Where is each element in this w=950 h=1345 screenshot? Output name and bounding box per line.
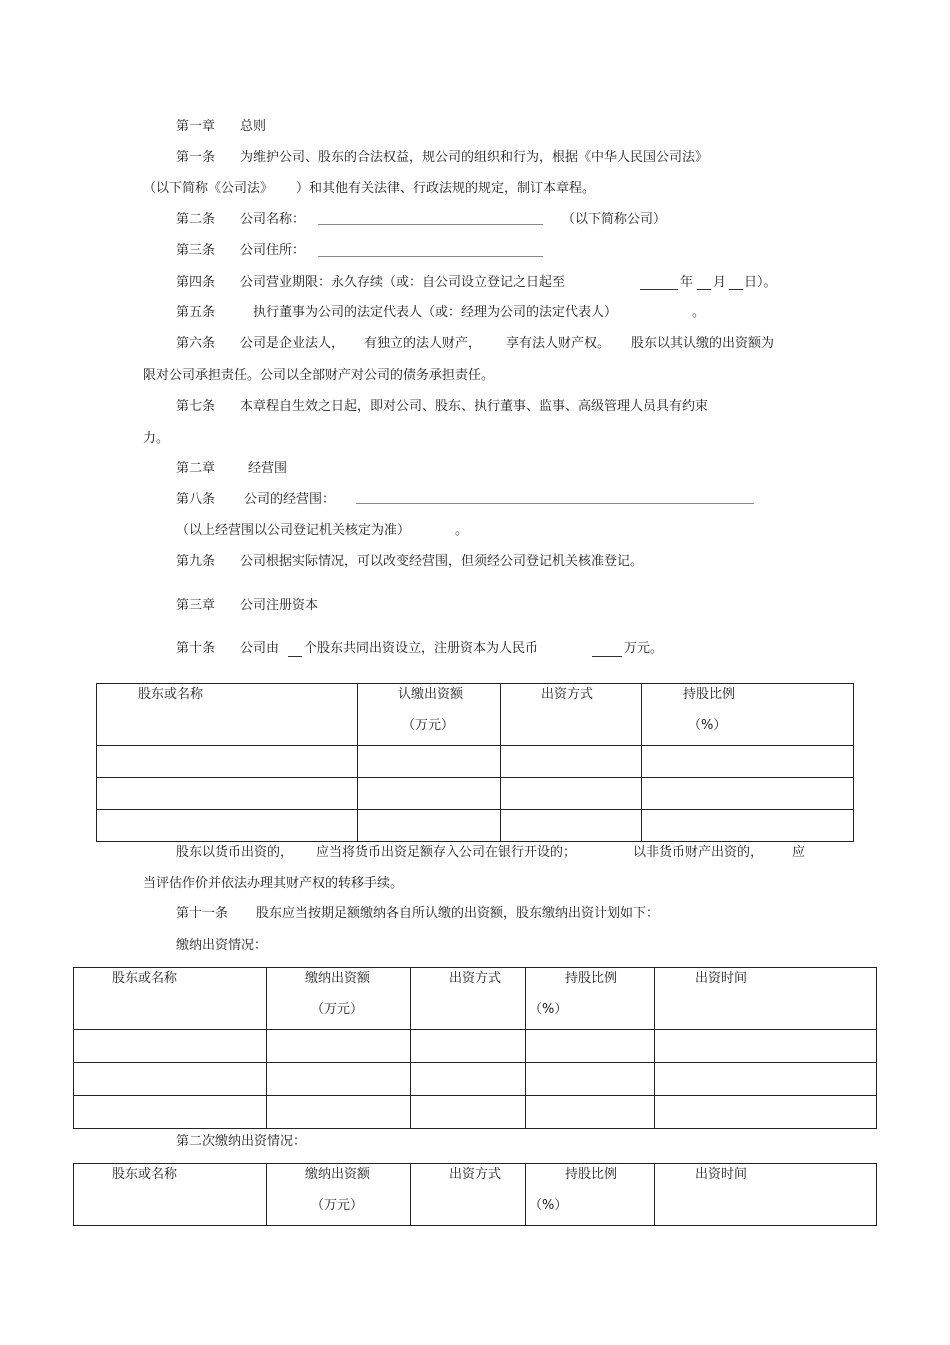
article-1-number: 第一条 xyxy=(176,150,216,165)
article-10-p1: 公司由 xyxy=(240,641,280,656)
article-2-number: 第二条 xyxy=(176,212,216,227)
chapter-3-number: 第三章 xyxy=(176,598,216,613)
table-row[interactable] xyxy=(97,778,854,810)
header-shareholder-name: 股东或名称 xyxy=(74,1164,267,1226)
article-5-end: 。 xyxy=(692,305,706,320)
article-11-text: 股东应当按期足额缴纳各自所认缴的出资额，股东缴纳出资计划如下： xyxy=(256,906,660,921)
month-label: 月 xyxy=(713,275,727,290)
header-contribution-time: 出资时间 xyxy=(655,968,877,1030)
second-payment-table xyxy=(73,1163,877,1226)
article-4-text: 公司营业期限：永久存续（或：自公司设立登记之日起至 xyxy=(240,275,566,290)
article-6-p1: 公司是企业法人， xyxy=(240,336,345,351)
header-shareholder-name: 股东或名称 xyxy=(97,684,358,746)
article-2-suffix: （以下简称公司） xyxy=(562,212,667,227)
day-blank[interactable] xyxy=(729,289,743,290)
header-share-ratio: 持股比例 （%） xyxy=(526,1164,655,1226)
article-6-p4: 股东以其认缴的出资额为 xyxy=(631,336,775,351)
money-paragraph-p3: 以非货币财产出资的， xyxy=(633,845,764,860)
article-7-line1: 本章程自生效之日起，即对公司、股东、执行董事、监事、高级管理人员具有约束 xyxy=(240,399,709,414)
chapter-1-title: 总则 xyxy=(240,119,267,134)
table-row[interactable] xyxy=(97,746,854,778)
article-2-label: 公司名称： xyxy=(240,212,306,227)
money-paragraph-line2: 当评估作价并依法办理其财产权的转移手续。 xyxy=(143,876,404,891)
year-blank[interactable] xyxy=(640,289,678,290)
article-6-p2: 有独立的法人财产， xyxy=(364,336,482,351)
article-10-p2: 个股东共同出资设立，注册资本为人民币 xyxy=(304,641,539,656)
article-8-end: 。 xyxy=(455,523,469,538)
money-paragraph-p2: 应当将货币出资足额存入公司在银行开设的； xyxy=(316,845,577,860)
article-1-line2a: （以下简称《公司法》 xyxy=(143,181,274,196)
article-10-number: 第十条 xyxy=(176,641,216,656)
article-1-line2b: ）和其他有关法律、行政法规的规定，制订本章程。 xyxy=(296,181,596,196)
subscription-table xyxy=(96,683,854,842)
article-4-number: 第四条 xyxy=(176,275,216,290)
article-3-label: 公司住所： xyxy=(240,243,306,258)
header-contribution-method: 出资方式 xyxy=(501,684,642,746)
company-name-blank[interactable] xyxy=(318,224,543,225)
year-label: 年 xyxy=(680,275,694,290)
chapter-2-number: 第二章 xyxy=(176,461,216,476)
article-9-text: 公司根据实际情况，可以改变经营围，但须经公司登记机关核准登记。 xyxy=(240,554,644,569)
first-payment-table xyxy=(73,967,877,1129)
first-payment-label: 缴纳出资情况： xyxy=(176,938,268,953)
header-contribution-method: 出资方式 xyxy=(411,968,526,1030)
article-8-number: 第八条 xyxy=(176,492,216,507)
day-label: 日）。 xyxy=(744,275,777,290)
shareholder-count-blank[interactable] xyxy=(288,656,302,657)
article-11-number: 第十一条 xyxy=(176,906,229,921)
header-subscribed-amount: 认缴出资额 （万元） xyxy=(358,684,501,746)
table-row[interactable] xyxy=(74,1096,877,1129)
header-share-ratio: 持股比例 （%） xyxy=(526,968,655,1030)
header-share-ratio: 持股比例 （%） xyxy=(642,684,854,746)
table-row[interactable] xyxy=(74,1063,877,1096)
table-header-row xyxy=(74,968,877,1030)
table-row[interactable] xyxy=(74,1030,877,1063)
article-7-line2: 力。 xyxy=(143,431,170,446)
chapter-2-title: 经营围 xyxy=(248,461,288,476)
article-5-text: 执行董事为公司的法定代表人（或：经理为公司的法定代表人） xyxy=(253,305,618,320)
header-paid-amount: 缴纳出资额 （万元） xyxy=(267,968,411,1030)
article-5-number: 第五条 xyxy=(176,305,216,320)
article-7-number: 第七条 xyxy=(176,399,216,414)
table-header-row xyxy=(97,684,854,746)
registered-capital-blank[interactable] xyxy=(592,656,622,657)
header-shareholder-name: 股东或名称 xyxy=(74,968,267,1030)
second-payment-label: 第二次缴纳出资情况： xyxy=(176,1134,307,1149)
article-3-number: 第三条 xyxy=(176,243,216,258)
article-1-line1: 为维护公司、股东的合法权益，规公司的组织和行为，根据《中华人民国公司法》 xyxy=(240,150,709,165)
article-6-line2: 限对公司承担责任。公司以全部财产对公司的债务承担责任。 xyxy=(143,368,495,383)
money-paragraph-p4: 应 xyxy=(792,845,806,860)
table-header-row xyxy=(74,1164,877,1226)
chapter-3-title: 公司注册资本 xyxy=(240,598,319,613)
header-paid-amount: 缴纳出资额 （万元） xyxy=(267,1164,411,1226)
article-8-note: （以上经营围以公司登记机关核定为准） xyxy=(176,523,411,538)
chapter-1-number: 第一章 xyxy=(176,119,216,134)
money-paragraph-p1: 股东以货币出资的， xyxy=(176,845,294,860)
month-blank[interactable] xyxy=(697,289,711,290)
article-10-p3: 万元。 xyxy=(624,641,664,656)
header-contribution-time: 出资时间 xyxy=(655,1164,877,1226)
article-9-number: 第九条 xyxy=(176,554,216,569)
article-6-number: 第六条 xyxy=(176,336,216,351)
table-row[interactable] xyxy=(97,810,854,842)
header-contribution-method: 出资方式 xyxy=(411,1164,526,1226)
article-8-label: 公司的经营围： xyxy=(244,492,336,507)
business-scope-blank[interactable] xyxy=(356,503,754,504)
company-address-blank[interactable] xyxy=(318,256,543,257)
article-6-p3: 享有法人财产权。 xyxy=(506,336,611,351)
